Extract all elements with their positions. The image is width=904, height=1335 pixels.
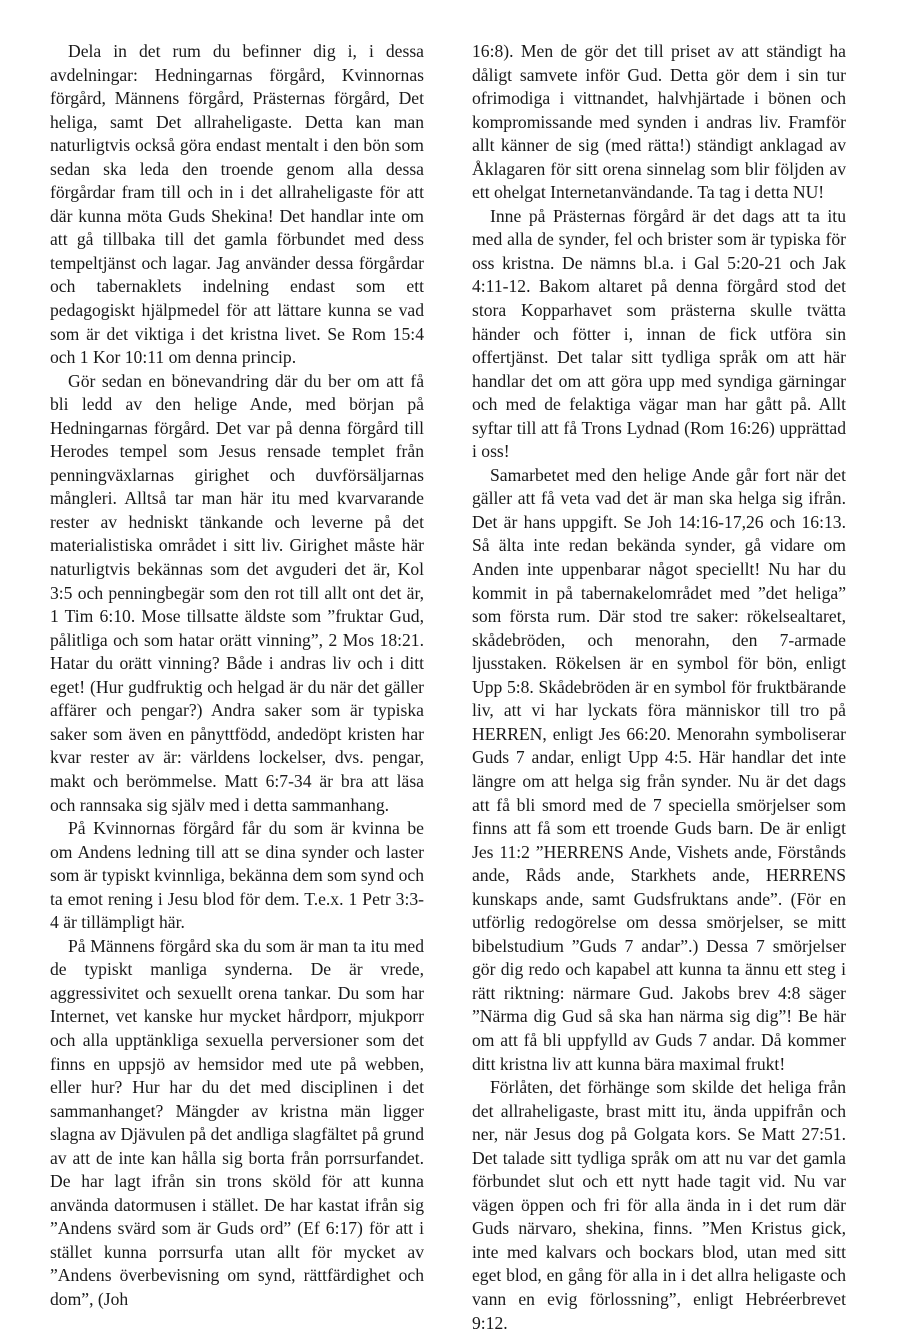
right-column: [472, 40, 846, 1335]
paragraph-mens-court: På Männens förgård ska du som är man ta itu med de typiskt manliga synderna. De är vrede, aggressivitet och sexuellt orena tankar. Du som har Internet, vet kanske hur mycket hårdporr, mjukporr och alla upptänkliga sexuella perversioner som det finns en uppsjö av hemsidor med ute på webben, eller hur? Hur har du det med disciplinen i det sammanhanget? Mängder av kristna män ligger slagna av Djävulen på det andliga slagfältet på grund av att de inte kan hålla sig borta från porrsurfandet. De har lagt ifrån sin trons sköld för att kunna använda datormusen i stället. De har kastat ifrån sig ”Andens svärd som är Guds ord” (Ef 6:17) för att i stället kunna porrsurfa utan allt för mycket av ”Andens överbevisning om synd, rättfärdighet och dom”, (Joh: [50, 935, 424, 1309]
paragraph-priests-court: Inne på Prästernas förgård är det dags att ta itu med alla de synder, fel och brister som är typiska för oss kristna. De nämns bl.a. i Gal 5:20-21 och Jak 4:11-12. Bakom altaret på denna förgård stod det stora Kopparhavet som prästerna skulle tvätta händer och fötter i, innan de fick utföra sin offertjänst. Det talar sitt tydliga språk om att här handlar det om att göra upp med syndiga gärningar och med de felaktiga vägar man har gått på. Allt syftar till att få Trons Lydnad (Rom 16:26) upprättad i oss!: [472, 205, 846, 462]
paragraph-holy-place: Samarbetet med den helige Ande går fort när det gäller att få veta vad det är man ska helga sig ifrån. Det är hans uppgift. Se Joh 14:16-17,26 och 16:13. Så älta inte redan bekända synder, gå vidare om Anden inte uppenbarar något speciellt! Nu har du kommit in på tabernakelområdet med ”det heliga” som första rum. Där stod tre saker: rökelsealtaret, skådebröden, och menorahn, den 7-armade ljusstaken. Rökelsen är en symbol för bön, enligt Upp 5:8. Skådebröden är en symbol för fruktbärande liv, att vi har lyckats föra människor till tro på HERREN, enligt Jes 66:20. Menorahn symboliserar Guds 7 andar, enligt Upp 4:5. Här handlar det inte längre om att helga sig från synder. Nu är det dags att få bli smord med de 7 speciella smörjelser som finns att få som ett troende Guds barn. De är enligt Jes 11:2 ”HERRENS Ande, Vishets ande, Förstånds ande, Råds ande, Starkhets ande, HERRENS kunskaps ande, samt Gudsfruktans ande”. (För en utförlig redogörelse om dessa smörjelser, se mitt bibelstudium ”Guds 7 andar”.) Dessa 7 smörjelser gör dig redo och kapabel att kunna ta ännu ett steg i rätt riktning: närmare Gud. Jakobs brev 4:8 säger ”Närma dig Gud så ska han närma sig dig”! Be här om att få bli uppfylld av Guds 7 andar. Då kommer ditt kristna liv att kunna bära maximal frukt!: [472, 464, 846, 1074]
paragraph-womens-court: På Kvinnornas förgård får du som är kvinna be om Andens ledning till att se dina synder och laster som är typiskt kvinnliga, bekänna dem som synd och ta emot rening i Jesu blod för dem. T.e.x. 1 Petr 3:3-4 är tillämpligt här.: [50, 818, 424, 933]
paragraph-veil: Förlåten, det förhänge som skilde det heliga från det allraheligaste, brast mitt itu, ända uppifrån och ner, när Jesus dog på Golgata kors. Se Matt 27:51. Det talade sitt tydliga språk om att nu var det gamla förbundet slut och ett nytt hade tagit vid. Nu var vägen öppen och fri för alla ända in i det rum där Guds närvaro, shekina, finns. ”Men Kristus gick, inte med kalvars och bockars blod, utan med sitt eget blod, en gång för alla in i det allra heligaste och vann en evig förlossning”, enligt Hebréerbrevet 9:12.: [472, 1077, 846, 1333]
paragraph-gentiles-court: Gör sedan en bönevandring där du ber om att få bli ledd av den helige Ande, med början på Hedningarnas förgård. Det var på denna förgård till Herodes tempel som Jesus rensade templet från penningväxlarnas girighet och duvförsäljarnas mångleri. Alltså tar man här itu med kvarvarande rester av hedniskt tänkande och leverne på det materialistiska området i sitt liv. Girighet måste här naturligtvis bekännas som det avguderi det är, Kol 3:5 och penningbegär som den rot till allt ont det är, 1 Tim 6:10. Mose tillsatte äldste som ”fruktar Gud, pålitliga och som hatar orätt vinning”, 2 Mos 18:21. Hatar du orätt vinning? Både i andras liv och i ditt eget! (Hur gudfruktig och helgad är du när det gäller affärer och pengar?) Andra saker som är typiska saker som även en pånyttfödd, andedöpt kristen har kvar rester av är: världens lockelser, dvs. pengar, makt och berömmelse. Matt 6:7-34 är bra att läsa och rannsaka sig själv med i detta sammanhang.: [50, 370, 424, 815]
paragraph-mens-court-continued: 16:8). Men de gör det till priset av att ständigt ha dåligt samvete inför Gud. Detta gör dem i sin tur ofrimodiga i vittnandet, halvhjärtade i bönen och kompromissande med synden i andras liv. Framför allt känner de sig (med rätta!) ständigt anklagad av Åklagaren för sitt orena sinnelag som blir följden av ett ohelgat Internetanvändande. Ta tag i detta NU!: [472, 41, 846, 203]
left-column: [50, 40, 424, 1312]
paragraph-rooms-intro: Dela in det rum du befinner dig i, i dessa avdelningar: Hedningarnas förgård, Kvinnornas förgård, Männens förgård, Prästernas förgård, Det heliga, samt Det allraheligaste. Detta kan man naturligtvis också göra endast mentalt i den bön som sedan ska leda den troende genom alla dessa förgårdar fram till och in i det allraheligaste för att där kunna möta Guds Shekina! Det handlar inte om att gå tillbaka till det gamla förbundet med dess tempeltjänst och lagar. Jag använder dessa förgårdar och tabernaklets indelning endast som ett pedagogiskt hjälpmedel för att lättare kunna se vad som är det viktiga i det kristna livet. Se Rom 15:4 och 1 Kor 10:11 om denna princip.: [50, 41, 424, 368]
